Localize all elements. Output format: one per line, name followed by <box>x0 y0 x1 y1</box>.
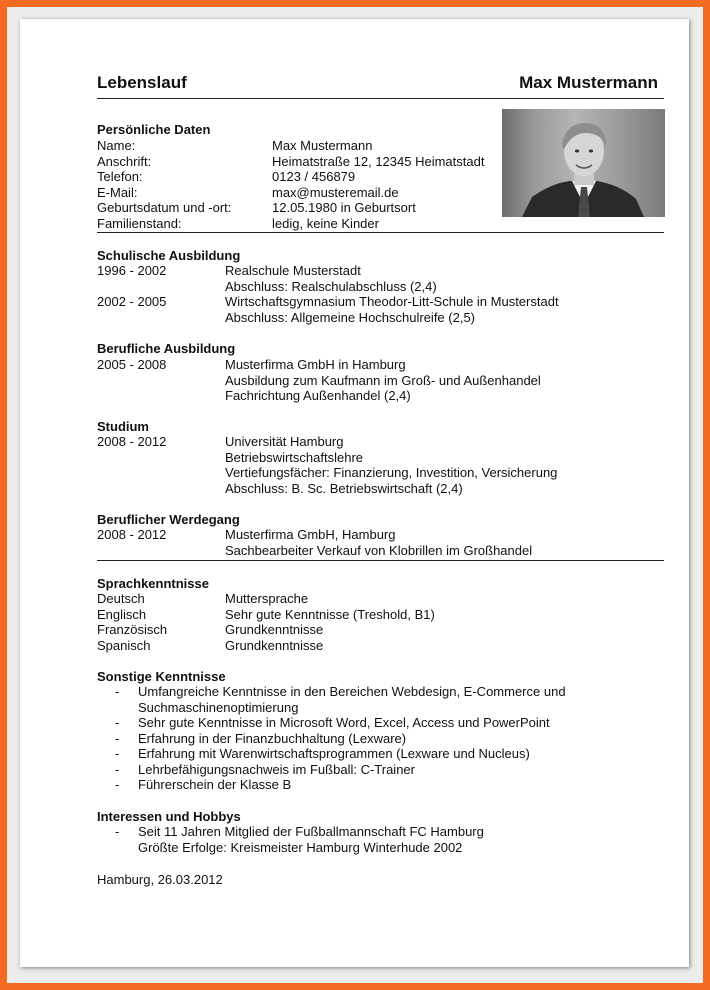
entry-text: Musterfirma GmbH in Hamburg <box>225 357 406 372</box>
section-heading-personal: Persönliche Daten <box>97 122 211 137</box>
language-name: Englisch <box>97 606 147 622</box>
bullet-marker: - <box>115 761 120 777</box>
bullet-marker: - <box>115 824 120 839</box>
studies-dates <box>97 434 166 450</box>
list-item: Führerschein der Klasse B <box>138 777 292 792</box>
entry-date <box>97 279 166 295</box>
career-dates <box>97 527 166 543</box>
section-heading-studies: Studium <box>97 419 149 434</box>
career-texts <box>225 527 532 558</box>
header-divider <box>97 98 664 99</box>
vocational-texts <box>225 357 541 404</box>
list-item: Erfahrung in der Finanzbuchhaltung (Lexware) <box>138 730 407 746</box>
vocational-dates <box>97 357 166 373</box>
personal-label: Geburtsdatum und -ort: <box>97 200 232 215</box>
entry-text: Sachbearbeiter Verkauf von Klobrillen im Großhandel <box>225 542 533 558</box>
resume-page <box>20 19 689 967</box>
list-item: Größte Erfolge: Kreismeister Hamburg Winterhude 2002 <box>138 839 463 855</box>
entry-text: Abschluss: Realschulabschluss (2,4) <box>225 278 437 294</box>
personal-values <box>272 138 484 231</box>
personal-label: Name: <box>97 138 136 153</box>
language-level: Grundkenntnisse <box>225 637 324 653</box>
entry-date: 2008 - 2012 <box>97 434 167 449</box>
personal-label: Telefon: <box>97 169 143 184</box>
language-level: Sehr gute Kenntnisse (Treshold, B1) <box>225 606 435 622</box>
entry-text: Ausbildung zum Kaufmann im Groß- und Außenhandel <box>225 372 541 388</box>
entry-text: Wirtschaftsgymnasium Theodor-Litt-Schule in Musterstadt <box>225 294 559 309</box>
list-item: Sehr gute Kenntnisse in Microsoft Word, Excel, Access und PowerPoint <box>138 715 550 730</box>
other-skills-list <box>138 684 566 793</box>
entry-text: Abschluss: B. Sc. Betriebswirtschaft (2,4) <box>225 480 463 496</box>
language-level: Grundkenntnisse <box>225 622 324 637</box>
language-name: Deutsch <box>97 591 145 606</box>
entry-text: Universität Hamburg <box>225 434 344 449</box>
personal-label: E-Mail: <box>97 184 138 200</box>
hobbies-list <box>138 824 484 855</box>
entry-date: 2005 - 2008 <box>97 357 167 372</box>
personal-value: 0123 / 456879 <box>272 169 356 184</box>
bullet-marker: - <box>115 730 120 746</box>
studies-texts <box>225 434 557 496</box>
entry-text: Abschluss: Allgemeine Hochschulreife (2,5) <box>225 309 476 325</box>
list-item: Seit 11 Jahren Mitglied der Fußballmannschaft FC Hamburg <box>138 824 484 839</box>
language-levels <box>225 591 435 653</box>
bullet-marker: - <box>115 715 120 730</box>
list-item: Umfangreiche Kenntnisse in den Bereichen Webdesign, E-Commerce und <box>138 684 566 699</box>
document-title: Lebenslauf <box>97 73 187 92</box>
bullet-marker: - <box>115 746 120 761</box>
list-item: Suchmaschinenoptimierung <box>138 699 299 715</box>
entry-text: Betriebswirtschaftslehre <box>225 449 363 465</box>
hobbies-bullets <box>115 824 119 840</box>
entry-date: 2002 - 2005 <box>97 294 167 309</box>
language-name: Spanisch <box>97 637 151 653</box>
bullet-marker: - <box>115 777 120 792</box>
section-heading-languages: Sprachkenntnisse <box>97 576 209 591</box>
school-texts <box>225 263 559 325</box>
other-skills-bullets <box>115 684 119 793</box>
personal-divider <box>97 232 664 233</box>
personal-value: 12.05.1980 in Geburtsort <box>272 200 416 215</box>
entry-date: 2008 - 2012 <box>97 527 167 542</box>
section-heading-hobbies: Interessen und Hobbys <box>97 809 241 824</box>
applicant-photo <box>502 109 665 217</box>
entry-date <box>97 310 166 326</box>
school-dates <box>97 263 166 325</box>
applicant-name-header: Max Mustermann <box>519 73 658 92</box>
personal-value[interactable]: max@musteremail.de <box>272 184 399 200</box>
list-item: Lehrbefähigungsnachweis im Fußball: C-Trainer <box>138 761 415 777</box>
personal-value: Heimatstraße 12, 12345 Heimatstadt <box>272 153 485 169</box>
section-heading-vocational: Berufliche Ausbildung <box>97 341 236 356</box>
entry-date: 1996 - 2002 <box>97 263 167 278</box>
entry-text: Vertiefungsfächer: Finanzierung, Investition, Versicherung <box>225 465 558 480</box>
language-names <box>97 591 167 653</box>
portrait-image <box>502 109 665 217</box>
list-item: Erfahrung mit Warenwirtschaftsprogrammen (Lexware und Nucleus) <box>138 746 530 761</box>
personal-labels <box>97 138 231 231</box>
place-and-date: Hamburg, 26.03.2012 <box>97 872 223 887</box>
career-divider <box>97 560 664 561</box>
personal-value: Max Mustermann <box>272 138 373 153</box>
entry-text: Realschule Musterstadt <box>225 263 361 278</box>
section-heading-other-skills: Sonstige Kenntnisse <box>97 669 226 684</box>
personal-label: Anschrift: <box>97 153 152 169</box>
entry-text: Fachrichtung Außenhandel (2,4) <box>225 388 411 403</box>
bullet-marker: - <box>115 684 120 699</box>
section-heading-school: Schulische Ausbildung <box>97 248 241 263</box>
personal-label: Familienstand: <box>97 215 182 231</box>
language-level: Muttersprache <box>225 591 309 606</box>
section-heading-career: Beruflicher Werdegang <box>97 512 240 527</box>
entry-text: Musterfirma GmbH, Hamburg <box>225 527 396 542</box>
personal-value: ledig, keine Kinder <box>272 215 379 231</box>
language-name: Französisch <box>97 622 168 637</box>
